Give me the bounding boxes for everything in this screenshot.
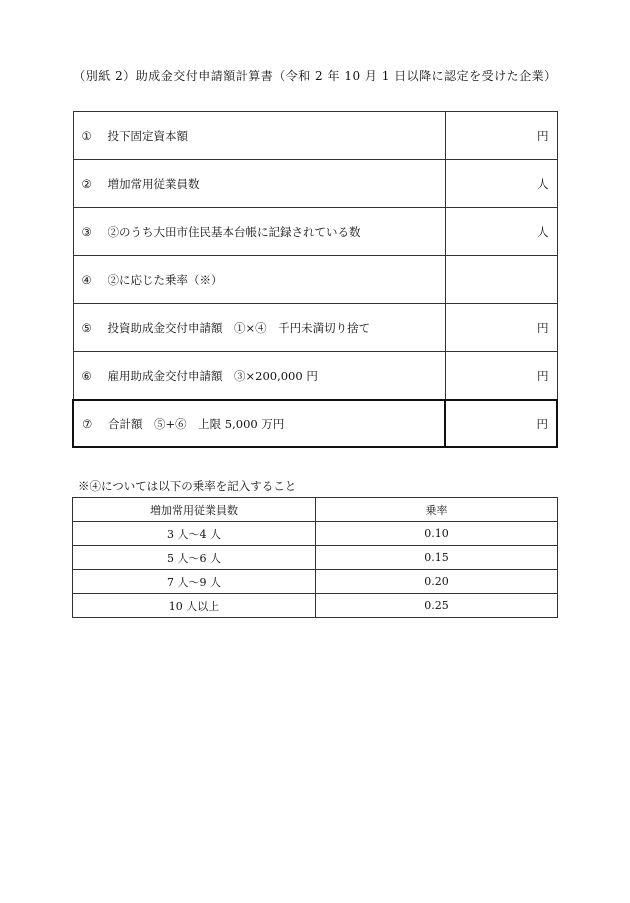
row-label-cell: [73, 160, 445, 208]
document-title: （別紙 2）助成金交付申請額計算書（令和 2 年 10 月 1 日以降に認定を受けた企業）: [73, 69, 557, 83]
row-label-cell: [73, 208, 445, 256]
table-row: [73, 160, 557, 208]
amount-field[interactable]: [445, 304, 557, 352]
row-number: ⑤: [81, 320, 92, 335]
rate-value: 0.10: [316, 522, 558, 546]
rate-value: 0.20: [316, 570, 558, 594]
table-row: [73, 112, 557, 160]
table-row: [73, 304, 557, 352]
amount-field[interactable]: [445, 208, 557, 256]
employee-range: 3 人～4 人: [73, 522, 316, 546]
unit-label: 人: [537, 176, 549, 191]
rate-table: [72, 497, 558, 618]
row-label: 投資助成金交付申請額 ①×④ 千円未満切り捨て: [107, 320, 371, 335]
amount-field[interactable]: [445, 160, 557, 208]
rate-value: 0.15: [316, 546, 558, 570]
table-row: [73, 594, 558, 618]
table-row: [73, 546, 558, 570]
row-number: ⑦: [82, 416, 93, 431]
unit-label: 円: [537, 320, 549, 335]
row-number: ⑥: [81, 368, 92, 383]
table-row: [73, 522, 558, 546]
table-row: [73, 208, 557, 256]
amount-field[interactable]: [445, 256, 557, 304]
row-label: 投下固定資本額: [107, 128, 188, 143]
total-row: [73, 400, 557, 447]
row-label-cell: [73, 256, 445, 304]
employee-range: 7 人～9 人: [73, 570, 316, 594]
row-label: 合計額 ⑤+⑥ 上限 5,000 万円: [108, 416, 285, 431]
row-number: ②: [81, 176, 92, 191]
row-label: 雇用助成金交付申請額 ③×200,000 円: [107, 368, 318, 383]
employee-range: 5 人～6 人: [73, 546, 316, 570]
table-row: [73, 570, 558, 594]
row-number: ①: [81, 128, 92, 143]
rate-value: 0.25: [316, 594, 558, 618]
table-row: [73, 256, 557, 304]
total-amount-field[interactable]: [445, 400, 557, 447]
row-number: ④: [81, 272, 92, 287]
rate-table-header: [73, 498, 558, 522]
row-label: ②に応じた乗率（※）: [107, 272, 223, 287]
employee-range: 10 人以上: [73, 594, 316, 618]
row-label: ②のうち大田市住民基本台帳に記録されている数: [107, 224, 361, 239]
header-rate: 乗率: [316, 498, 558, 522]
unit-label: 人: [537, 224, 549, 239]
unit-label: 円: [537, 128, 549, 143]
amount-field[interactable]: [445, 352, 557, 401]
amount-field[interactable]: [445, 112, 557, 160]
calculation-table: [72, 111, 558, 448]
row-number: ③: [81, 224, 92, 239]
row-label-cell: [73, 304, 445, 352]
row-label-cell: [73, 352, 445, 401]
unit-label: 円: [537, 368, 549, 383]
row-label: 増加常用従業員数: [107, 176, 200, 191]
rate-note: ※④については以下の乗率を記入すること: [78, 479, 297, 493]
row-label-cell: [73, 112, 445, 160]
table-row: [73, 352, 557, 401]
row-label-cell: [73, 400, 445, 447]
header-employees: 増加常用従業員数: [73, 498, 316, 522]
unit-label: 円: [536, 416, 548, 431]
